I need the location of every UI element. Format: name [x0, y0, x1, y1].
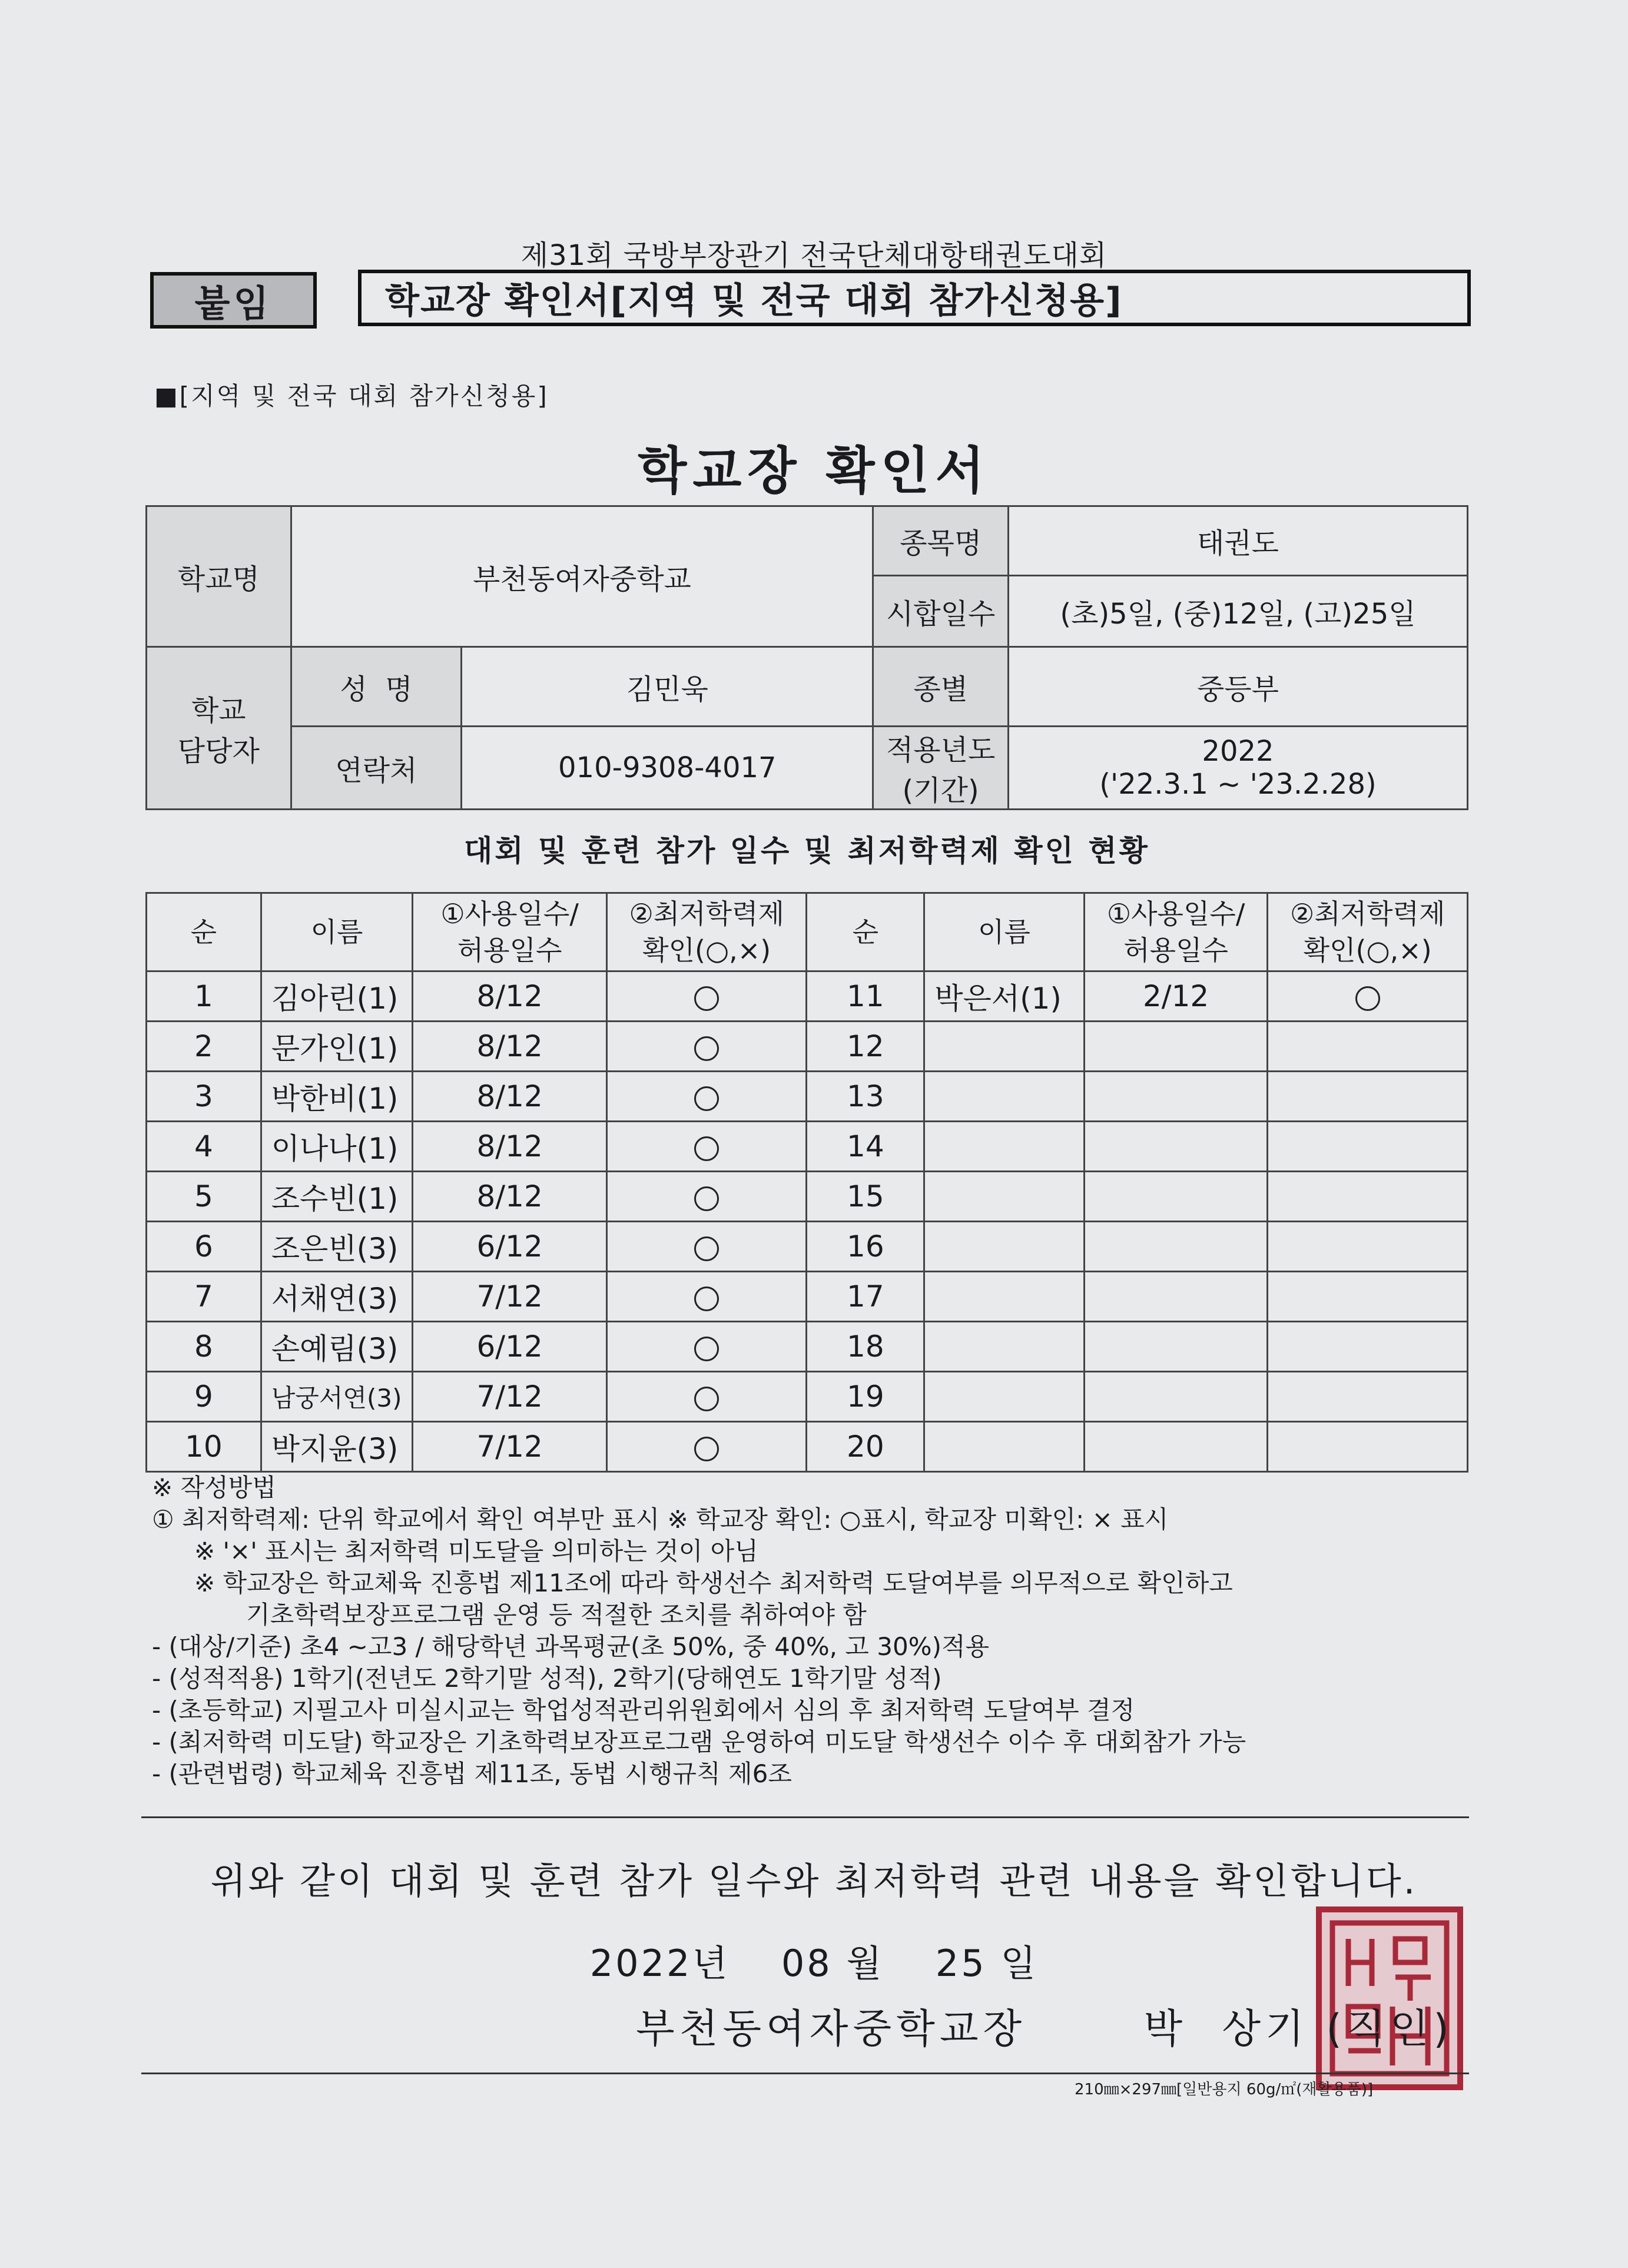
principal-school: 부천동여자중학교장 — [636, 2006, 1027, 2053]
header-check-line2: 확인(○,×) — [1303, 934, 1432, 966]
row-number: 7 — [147, 1272, 261, 1322]
header-check-left — [606, 893, 807, 971]
row-number: 12 — [807, 1022, 924, 1072]
row-number: 17 — [807, 1272, 924, 1322]
academic-check — [606, 1222, 807, 1272]
academic-check — [606, 1122, 807, 1172]
row-number: 16 — [807, 1222, 924, 1272]
seal-label: (직인) — [1326, 2006, 1454, 2053]
table-row — [147, 1272, 1468, 1322]
roster-body — [147, 971, 1468, 1472]
academic-check — [1268, 1172, 1468, 1222]
date-month: 08 — [781, 1942, 833, 1985]
name-label: 성 명 — [291, 647, 462, 727]
note-line: - (대상/기준) 초4 ~고3 / 해당학년 과목평균(초 50%, 중 40%, 고 30%)적용 — [152, 1632, 990, 1661]
row-number: 14 — [807, 1122, 924, 1172]
header-name-left: 이름 — [261, 893, 413, 971]
days-used — [1084, 1172, 1268, 1222]
student-name: 박은서(1) — [924, 971, 1085, 1022]
academic-check — [1268, 1422, 1468, 1472]
academic-check — [1268, 1272, 1468, 1322]
row-number: 8 — [147, 1322, 261, 1372]
manager-label-line1: 학교 — [191, 694, 246, 727]
student-name: 이나나(1) — [261, 1122, 413, 1172]
row-number: 1 — [147, 971, 261, 1022]
academic-check — [606, 1322, 807, 1372]
days-used: 7/12 — [413, 1272, 607, 1322]
row-number: 4 — [147, 1122, 261, 1172]
check-circle-icon — [694, 1337, 719, 1361]
table-row — [147, 1172, 1468, 1222]
attachment-tag: 붙임 — [150, 272, 317, 329]
header-days-line2: 허용일수 — [1123, 934, 1228, 966]
division-label: 종별 — [873, 647, 1009, 727]
days-used: 7/12 — [413, 1372, 607, 1422]
header-check-line1: ②최저학력제 — [629, 898, 784, 930]
date-day-unit: 일 — [1000, 1942, 1039, 1985]
header-check-right — [1268, 893, 1468, 971]
days-used — [1084, 1122, 1268, 1172]
academic-check — [1268, 1022, 1468, 1072]
writing-notes — [152, 1472, 1483, 1790]
table-row — [147, 1422, 1468, 1472]
student-name — [924, 1172, 1085, 1222]
header-days-line1: ①사용일수/ — [440, 898, 579, 930]
year-value-cell — [1009, 727, 1468, 810]
division-value: 중등부 — [1009, 647, 1468, 727]
academic-check — [606, 1022, 807, 1072]
note-line: ※ 학교장은 학교체육 진흥법 제11조에 따라 학생선수 최저학력 도달여부를 의무적으로 확인하고 — [194, 1569, 1233, 1597]
school-name-label: 학교명 — [147, 506, 291, 647]
table-row — [147, 1222, 1468, 1272]
row-number: 10 — [147, 1422, 261, 1472]
contact-value: 010-9308-4017 — [462, 727, 873, 810]
bottom-divider — [141, 2073, 1469, 2074]
academic-check — [606, 1422, 807, 1472]
note-line: - (성적적용) 1학기(전년도 2학기말 성적), 2학기(당해연도 1학기말 성적) — [152, 1664, 942, 1693]
notes-heading: ※ 작성방법 — [152, 1473, 276, 1502]
table-row — [147, 971, 1468, 1022]
table-row — [147, 1372, 1468, 1422]
check-circle-icon — [694, 1236, 719, 1261]
header-name-right: 이름 — [924, 893, 1085, 971]
student-name — [924, 1022, 1085, 1072]
days-used — [1084, 1072, 1268, 1122]
sport-value: 태권도 — [1009, 506, 1468, 576]
divider-line — [141, 1816, 1469, 1818]
days-used — [1084, 1322, 1268, 1372]
student-name: 박한비(1) — [261, 1072, 413, 1122]
school-info-table — [145, 505, 1468, 810]
row-number: 9 — [147, 1372, 261, 1422]
check-circle-icon — [694, 1437, 719, 1461]
row-number: 11 — [807, 971, 924, 1022]
note-line: 기초학력보장프로그램 운영 등 적절한 조치를 취하여야 함 — [246, 1600, 867, 1629]
student-name: 조수빈(1) — [261, 1172, 413, 1222]
days-used: 2/12 — [1084, 971, 1268, 1022]
note-line: - (초등학교) 지필고사 미실시교는 학업성적관리위원회에서 심의 후 최저학력 도달여부 결정 — [152, 1696, 1135, 1725]
manager-label — [147, 647, 291, 810]
match-days-label: 시합일수 — [873, 576, 1009, 647]
main-title: 학교장 확인서 — [638, 442, 990, 500]
period-value: ('22.3.1 ~ '23.2.28) — [1099, 768, 1377, 801]
table-row — [147, 1072, 1468, 1122]
header-check-line1: ②최저학력제 — [1289, 898, 1445, 930]
student-name: 문가인(1) — [261, 1022, 413, 1072]
header-days-line2: 허용일수 — [457, 934, 562, 966]
row-number: 20 — [807, 1422, 924, 1472]
student-name — [924, 1372, 1085, 1422]
academic-check — [606, 1072, 807, 1122]
paper-spec: 210㎜×297㎜[일반용지 60g/㎡(재활용품)] — [1075, 2081, 1374, 2098]
student-name — [924, 1072, 1085, 1122]
year-value: 2022 — [1202, 735, 1274, 768]
student-name: 김아린(1) — [261, 971, 413, 1022]
days-used: 8/12 — [413, 1172, 607, 1222]
check-circle-icon — [694, 1036, 719, 1061]
row-number: 15 — [807, 1172, 924, 1222]
status-title: 대회 및 훈련 참가 일수 및 최저학력제 확인 현황 — [464, 834, 1150, 868]
check-circle-icon — [694, 1186, 719, 1211]
row-number: 13 — [807, 1072, 924, 1122]
academic-check — [1268, 1322, 1468, 1372]
header-no-left: 순 — [147, 893, 261, 971]
header-days-line1: ①사용일수/ — [1106, 898, 1245, 930]
header-check-line2: 확인(○,×) — [642, 934, 771, 966]
roster-table — [145, 892, 1468, 1473]
header-days-left — [413, 893, 607, 971]
event-title: 제31회 국방부장관기 전국단체대항태권도대회 — [520, 239, 1108, 272]
date-year: 2022년 — [589, 1942, 730, 1985]
header-no-right: 순 — [807, 893, 924, 971]
days-used — [1084, 1222, 1268, 1272]
academic-check — [606, 971, 807, 1022]
student-name — [924, 1422, 1085, 1472]
days-used: 7/12 — [413, 1422, 607, 1472]
student-name: 손예림(3) — [261, 1322, 413, 1372]
days-used: 6/12 — [413, 1322, 607, 1372]
days-used: 8/12 — [413, 1022, 607, 1072]
row-number: 6 — [147, 1222, 261, 1272]
manager-label-line2: 담당자 — [177, 734, 260, 768]
contact-label: 연락처 — [291, 727, 462, 810]
table-row — [147, 1322, 1468, 1372]
year-label-line1: 적용년도 — [886, 734, 996, 767]
academic-check — [1268, 1122, 1468, 1172]
row-number: 19 — [807, 1372, 924, 1422]
note-line: ※ '×' 표시는 최저학력 미도달을 의미하는 것이 아님 — [194, 1537, 758, 1566]
row-number: 2 — [147, 1022, 261, 1072]
header-days-right — [1084, 893, 1268, 971]
row-number: 5 — [147, 1172, 261, 1222]
principal-name: 박 상기 — [1143, 2006, 1309, 2053]
student-name: 남궁서연(3) — [261, 1372, 413, 1422]
academic-check — [606, 1372, 807, 1422]
signature-line — [636, 1997, 1454, 2054]
academic-check — [606, 1172, 807, 1222]
days-used: 8/12 — [413, 1072, 607, 1122]
school-name-value: 부천동여자중학교 — [291, 506, 873, 647]
student-name: 박지윤(3) — [261, 1422, 413, 1472]
academic-check — [606, 1272, 807, 1322]
year-label-line2: (기간) — [902, 774, 979, 807]
check-circle-icon — [1355, 986, 1380, 1011]
sport-label: 종목명 — [873, 506, 1009, 576]
match-days-value: (초)5일, (중)12일, (고)25일 — [1009, 576, 1468, 647]
name-value: 김민욱 — [462, 647, 873, 727]
student-name — [924, 1272, 1085, 1322]
academic-check — [1268, 971, 1468, 1022]
academic-check — [1268, 1072, 1468, 1122]
days-used: 8/12 — [413, 1122, 607, 1172]
student-name — [924, 1122, 1085, 1172]
row-number: 18 — [807, 1322, 924, 1372]
sub-label: ■[지역 및 전국 대회 참가신청용] — [154, 382, 549, 410]
academic-check — [1268, 1372, 1468, 1422]
check-circle-icon — [694, 1387, 719, 1411]
table-row — [147, 1022, 1468, 1072]
academic-check — [1268, 1222, 1468, 1272]
student-name — [924, 1322, 1085, 1372]
date-day: 25 — [935, 1942, 987, 1985]
days-used — [1084, 1272, 1268, 1322]
year-label — [873, 727, 1009, 810]
student-name: 서채연(3) — [261, 1272, 413, 1322]
days-used — [1084, 1422, 1268, 1472]
student-name — [924, 1222, 1085, 1272]
check-circle-icon — [694, 1086, 719, 1111]
table-row — [147, 1122, 1468, 1172]
student-name: 조은빈(3) — [261, 1222, 413, 1272]
check-circle-icon — [694, 986, 719, 1011]
document-heading: 학교장 확인서[지역 및 전국 대회 참가신청용] — [358, 270, 1471, 326]
date-month-unit: 월 — [846, 1942, 884, 1985]
days-used: 8/12 — [413, 971, 607, 1022]
note-line: - (최저학력 미도달) 학교장은 기초학력보장프로그램 운영하여 미도달 학생선수 이수 후 대회참가 가능 — [152, 1727, 1246, 1756]
check-circle-icon — [694, 1136, 719, 1161]
days-used: 6/12 — [413, 1222, 607, 1272]
note-line: ① 최저학력제: 단위 학교에서 확인 여부만 표시 ※ 학교장 확인: ○표시, 학교장 미확인: × 표시 — [152, 1505, 1169, 1534]
confirmation-text: 위와 같이 대회 및 훈련 참가 일수와 최저학력 관련 내용을 확인합니다. — [210, 1859, 1418, 1902]
days-used — [1084, 1372, 1268, 1422]
row-number: 3 — [147, 1072, 261, 1122]
days-used — [1084, 1022, 1268, 1072]
check-circle-icon — [694, 1286, 719, 1311]
note-line: - (관련법령) 학교체육 진흥법 제11조, 동법 시행규칙 제6조 — [152, 1759, 792, 1788]
